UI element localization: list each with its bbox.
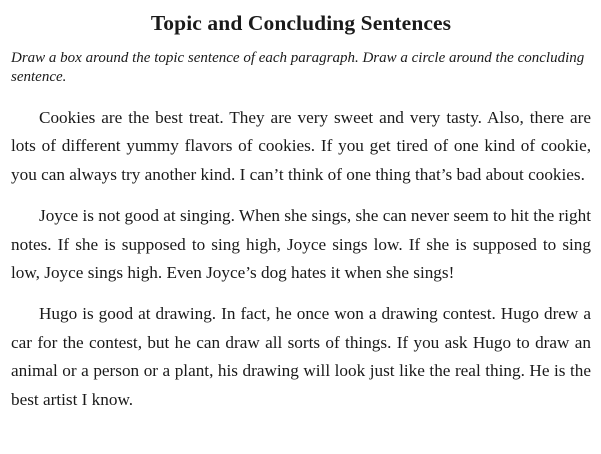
paragraph-joyce: Joyce is not good at singing. When she sings, she can never seem to hit the right notes. If she is supposed to sing high, Joyce sings low. If she is supposed to sing low, Joyce sings high. Even Joyce’s dog hates it when she sings! [11, 206, 591, 283]
worksheet-title: Topic and Concluding Sentences [150, 11, 452, 35]
worksheet-instructions: Draw a box around the topic sentence of each paragraph. Draw a circle around the concluding sentence. [11, 50, 585, 85]
paragraph-cookies: Cookies are the best treat. They are very sweet and very tasty. Also, there are lots of different yummy flavors of cookies. If you get tired of one kind of cookie, you can always try another kind. I can’t think of one thing that’s bad about cookies. [11, 108, 591, 184]
paragraph-hugo: Hugo is good at drawing. In fact, he once won a drawing contest. Hugo drew a car for the contest, but he can draw all sorts of things. If you ask Hugo to draw an animal or a person or a plant, his drawing will look just like the real thing. He is the best artist I know. [11, 304, 591, 409]
